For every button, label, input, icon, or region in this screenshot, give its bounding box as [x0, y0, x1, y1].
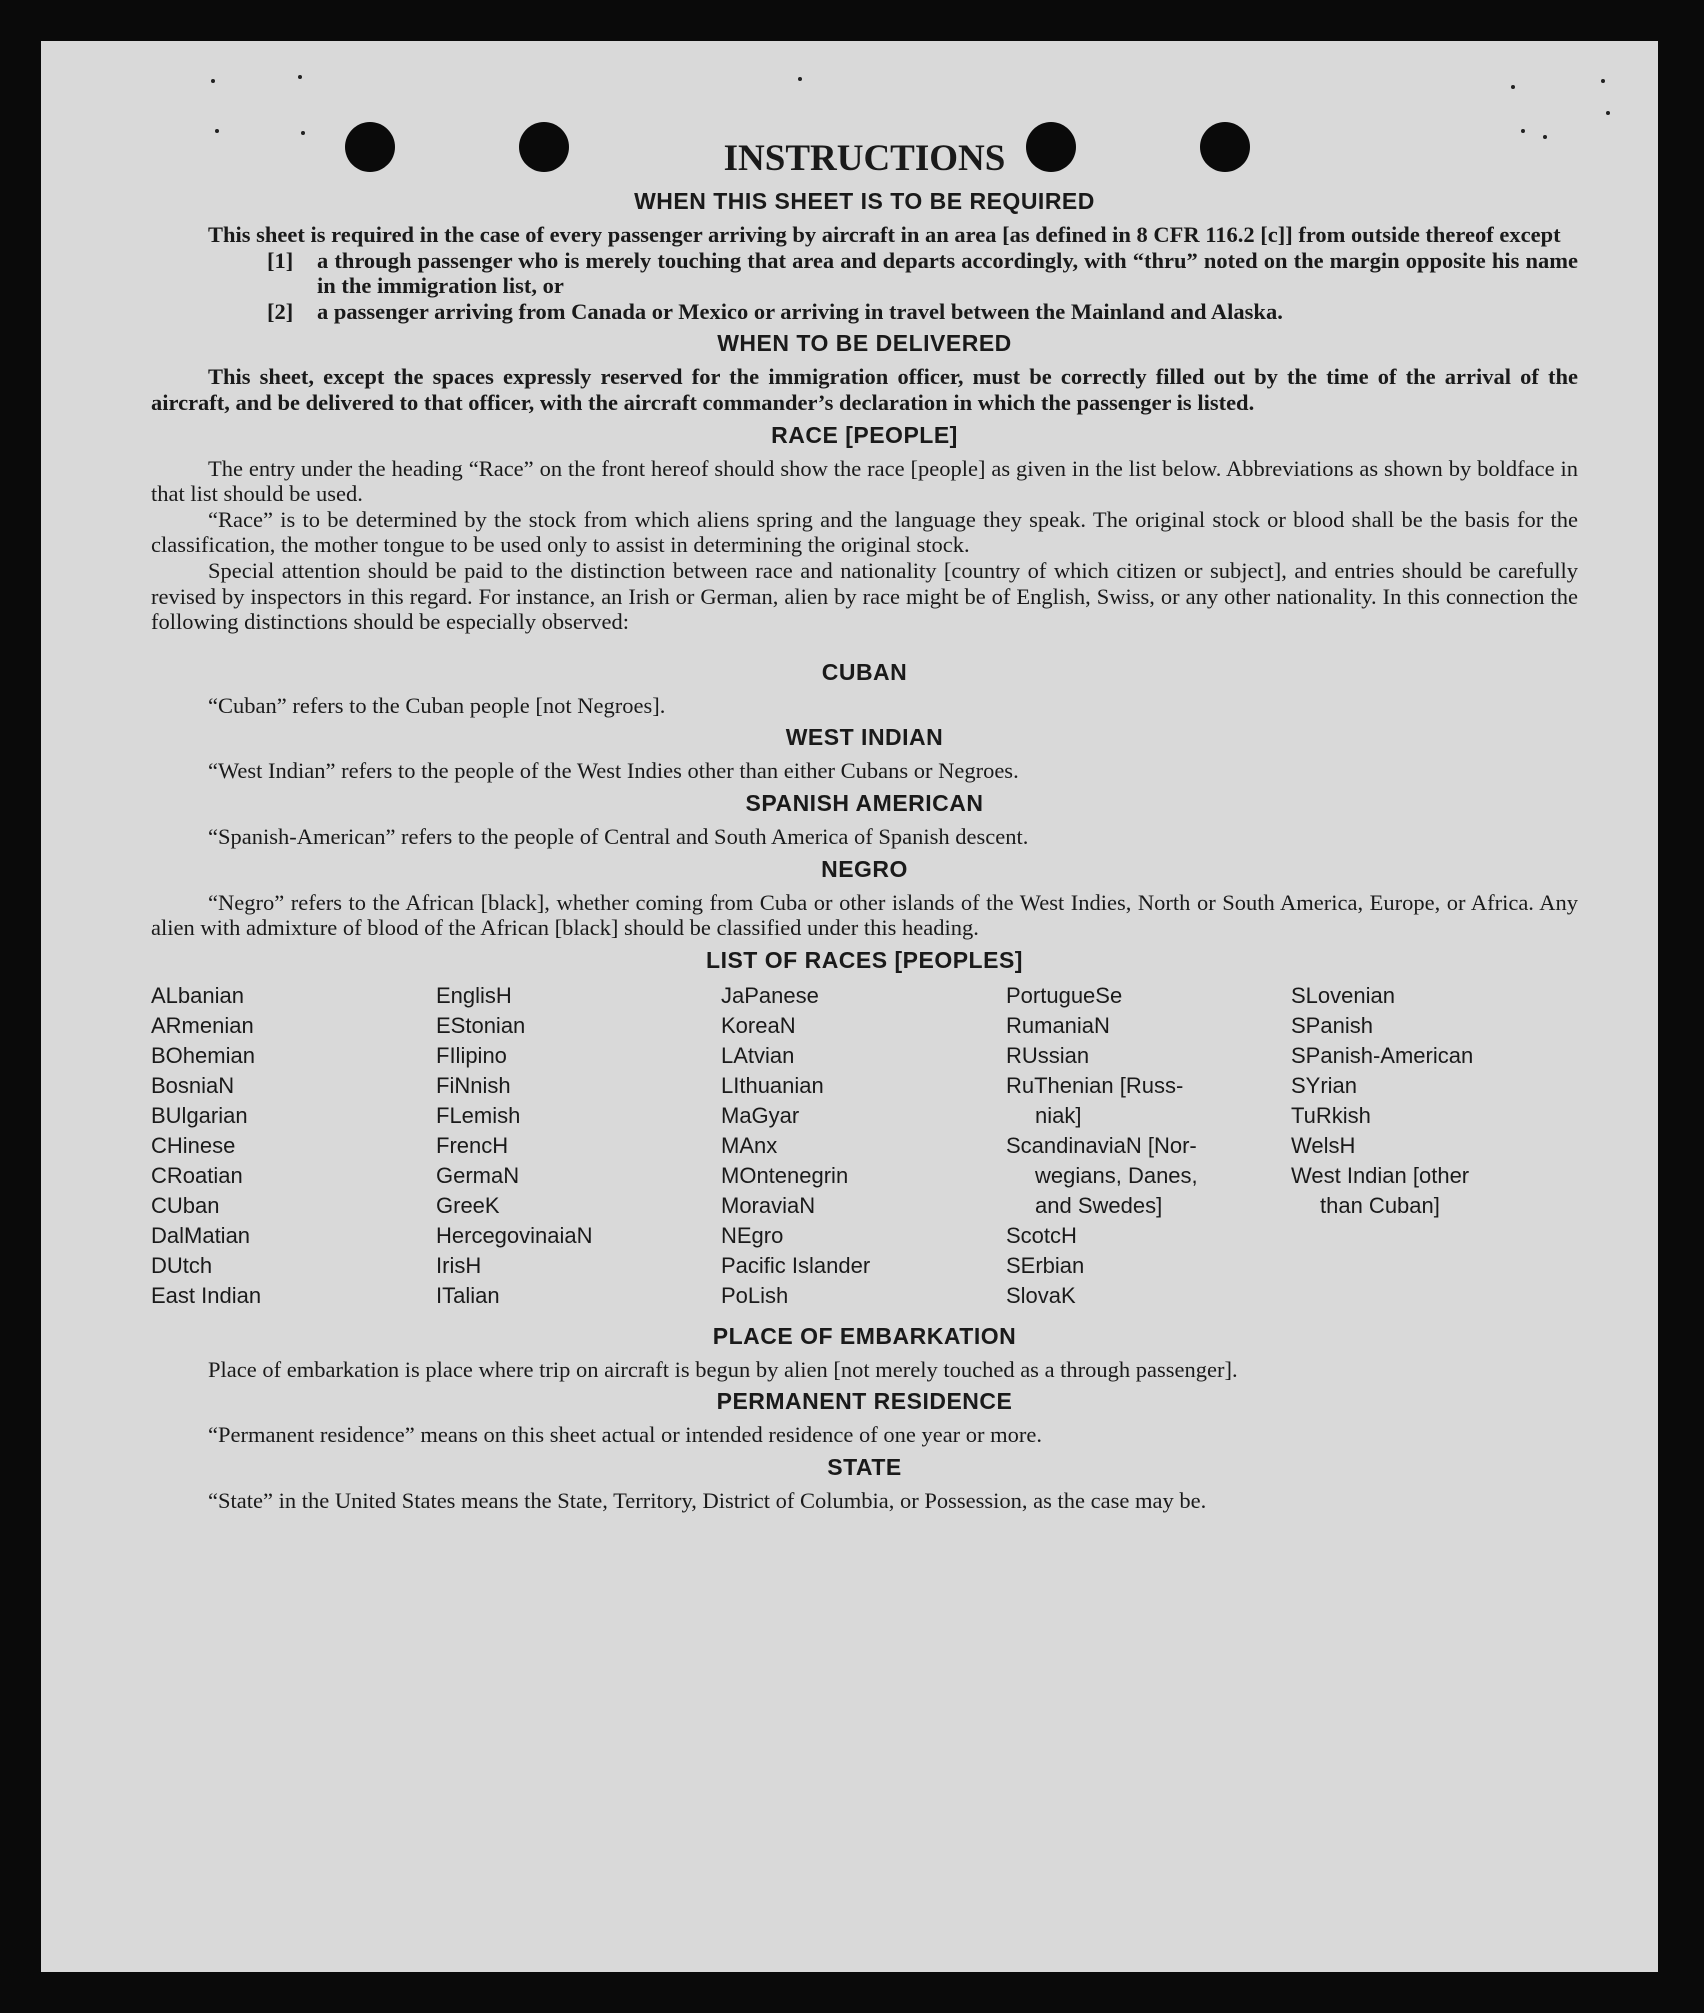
- race-item: RumaniaN: [1006, 1012, 1110, 1038]
- race-item: ScandinaviaN [Nor-: [1006, 1132, 1197, 1158]
- race-item: SErbian: [1006, 1252, 1085, 1278]
- race-item: LIthuanian: [721, 1072, 824, 1098]
- race-item: ITalian: [436, 1282, 500, 1308]
- heading-residence: PERMANENT RESIDENCE: [716, 1388, 1013, 1415]
- race-item: SLovenian: [1291, 982, 1395, 1008]
- races-column: [721, 981, 1006, 1311]
- speck: [211, 79, 215, 83]
- race-item: DUtch: [151, 1252, 213, 1278]
- race-item-continued: and Swedes]: [1035, 1192, 1163, 1218]
- race-paragraph: “Race” is to be determined by the stock from which aliens spring and the language they speak. The original stock or blood shall be the basis for the classification, the mother tongue to be used only to assist in determining the original stock.: [151, 506, 1578, 558]
- race-item: Pacific Islander: [721, 1252, 871, 1278]
- heading-negro: NEGRO: [821, 855, 908, 882]
- race-item: RuThenian [Russ-: [1006, 1072, 1184, 1098]
- race-paragraph: Special attention should be paid to the distinction between race and nationality [country of which citizen or subject], and entries should be carefully revised by inspectors in this regard. For instance, an Irish or German, alien by race might be of English, Swiss, or any other nationality. In this connection the following distinctions should be especially observed:: [151, 557, 1578, 635]
- race-item: FiNnish: [436, 1072, 511, 1098]
- race-item: TuRkish: [1291, 1102, 1371, 1128]
- race-item: EStonian: [436, 1012, 526, 1038]
- race-item: RUssian: [1006, 1042, 1090, 1068]
- speck: [215, 129, 219, 133]
- races-column: [151, 981, 436, 1311]
- race-paragraph: The entry under the heading “Race” on the front hereof should show the race [people] as given in the list below. Abbreviations as shown by boldface in that list should be used.: [151, 455, 1578, 507]
- race-item: MoraviaN: [721, 1192, 816, 1218]
- race-item: GreeK: [436, 1192, 500, 1218]
- race-item: EnglisH: [436, 982, 512, 1008]
- race-item-continued: wegians, Danes,: [1035, 1162, 1198, 1188]
- spanish-american-text: “Spanish-American” refers to the people of Central and South America of Spanish descent.: [208, 823, 1029, 849]
- required-intro: This sheet is required in the case of every passenger arriving by aircraft in an area [as defined in 8 CFR 116.2 [c]] from outside thereof except: [208, 222, 1561, 247]
- race-item: LAtvian: [721, 1042, 795, 1068]
- race-item: DalMatian: [151, 1222, 251, 1248]
- state-text: “State” in the United States means the State, Territory, District of Columbia, or Possession, as the case may be.: [208, 1487, 1207, 1513]
- race-item: FrencH: [436, 1132, 509, 1158]
- heading-state: STATE: [827, 1453, 902, 1480]
- race-item: SPanish: [1291, 1012, 1373, 1038]
- speck: [1601, 79, 1605, 83]
- race-item: ARmenian: [151, 1012, 254, 1038]
- list-item-number: [1]: [267, 247, 294, 273]
- race-item: West Indian [other: [1291, 1162, 1470, 1188]
- races-list: [151, 981, 1578, 1311]
- heading-spanish-american: SPANISH AMERICAN: [745, 789, 984, 816]
- race-item: East Indian: [151, 1282, 262, 1308]
- race-item: SPanish-American: [1291, 1042, 1474, 1068]
- race-item: ALbanian: [151, 982, 244, 1008]
- cuban-text: “Cuban” refers to the Cuban people [not Negroes].: [208, 692, 666, 718]
- races-column: [1291, 981, 1576, 1311]
- race-item: JaPanese: [721, 982, 819, 1008]
- race-item: IrisH: [436, 1252, 482, 1278]
- speck: [1511, 85, 1515, 89]
- speck: [798, 77, 802, 81]
- race-item: KoreaN: [721, 1012, 796, 1038]
- heading-races-list: LIST OF RACES [PEOPLES]: [706, 946, 1023, 973]
- race-item-continued: than Cuban]: [1320, 1192, 1440, 1218]
- negro-text: “Negro” refers to the African [black], whether coming from Cuba or other islands of the West Indies, North or South America, Europe, or Africa. Any alien with admixture of blood of the African [black] should be classified under this heading.: [151, 889, 1578, 941]
- heading-west-indian: WEST INDIAN: [785, 724, 944, 751]
- page-title: INSTRUCTIONS: [723, 138, 1006, 179]
- heading-race: RACE [PEOPLE]: [771, 421, 958, 448]
- race-item: CUban: [151, 1192, 220, 1218]
- race-item: BosniaN: [151, 1072, 235, 1098]
- heading-required: WHEN THIS SHEET IS TO BE REQUIRED: [634, 188, 1095, 214]
- race-item: MaGyar: [721, 1102, 800, 1128]
- speck: [1606, 111, 1610, 115]
- race-item: PortugueSe: [1006, 982, 1123, 1008]
- race-item: CRoatian: [151, 1162, 243, 1188]
- heading-embarkation: PLACE OF EMBARKATION: [712, 1322, 1017, 1349]
- race-item: WelsH: [1291, 1132, 1356, 1158]
- residence-text: “Permanent residence” means on this sheet actual or intended residence of one year or more.: [208, 1422, 1043, 1448]
- list-item: [267, 248, 1578, 299]
- heading-cuban: CUBAN: [821, 658, 908, 685]
- race-item: MOntenegrin: [721, 1162, 849, 1188]
- race-item-continued: niak]: [1035, 1102, 1082, 1128]
- race-item: SYrian: [1291, 1072, 1358, 1098]
- speck: [298, 75, 302, 79]
- speck: [1521, 129, 1525, 133]
- instructions-content: [151, 138, 1578, 1513]
- delivered-text: This sheet, except the spaces expressly reserved for the immigration officer, must be correctly filled out by the time of the arrival of the aircraft, and be delivered to that officer, with the aircraft commander’s declaration in which the passenger is listed.: [151, 364, 1578, 415]
- race-item: HercegovinaiaN: [436, 1222, 593, 1248]
- race-item: SlovaK: [1006, 1282, 1076, 1308]
- list-item-text: a through passenger who is merely touching that area and departs accordingly, with “thru” noted on the margin opposite his name in the immigration list, or: [317, 247, 1578, 299]
- races-column: [1006, 981, 1291, 1311]
- race-item: MAnx: [721, 1132, 778, 1158]
- race-item: GermaN: [436, 1162, 520, 1188]
- race-item: NEgro: [721, 1222, 784, 1248]
- race-item: BOhemian: [151, 1042, 255, 1068]
- list-item-text: a passenger arriving from Canada or Mexico or arriving in travel between the Mainland and Alaska.: [317, 298, 1283, 324]
- embarkation-text: Place of embarkation is place where trip on aircraft is begun by alien [not merely touched as a through passenger].: [208, 1356, 1238, 1382]
- race-item: BUlgarian: [151, 1102, 248, 1128]
- race-item: PoLish: [721, 1282, 789, 1308]
- race-item: ScotcH: [1006, 1222, 1077, 1248]
- race-item: CHinese: [151, 1132, 236, 1158]
- heading-delivered: WHEN TO BE DELIVERED: [717, 330, 1012, 357]
- list-item: [267, 299, 1578, 325]
- race-item: FLemish: [436, 1102, 521, 1128]
- race-item: FIlipino: [436, 1042, 507, 1068]
- races-column: [436, 981, 721, 1311]
- west-indian-text: “West Indian” refers to the people of the West Indies other than either Cubans or Negroes.: [208, 758, 1019, 784]
- speck: [301, 131, 305, 135]
- list-item-number: [2]: [267, 298, 294, 324]
